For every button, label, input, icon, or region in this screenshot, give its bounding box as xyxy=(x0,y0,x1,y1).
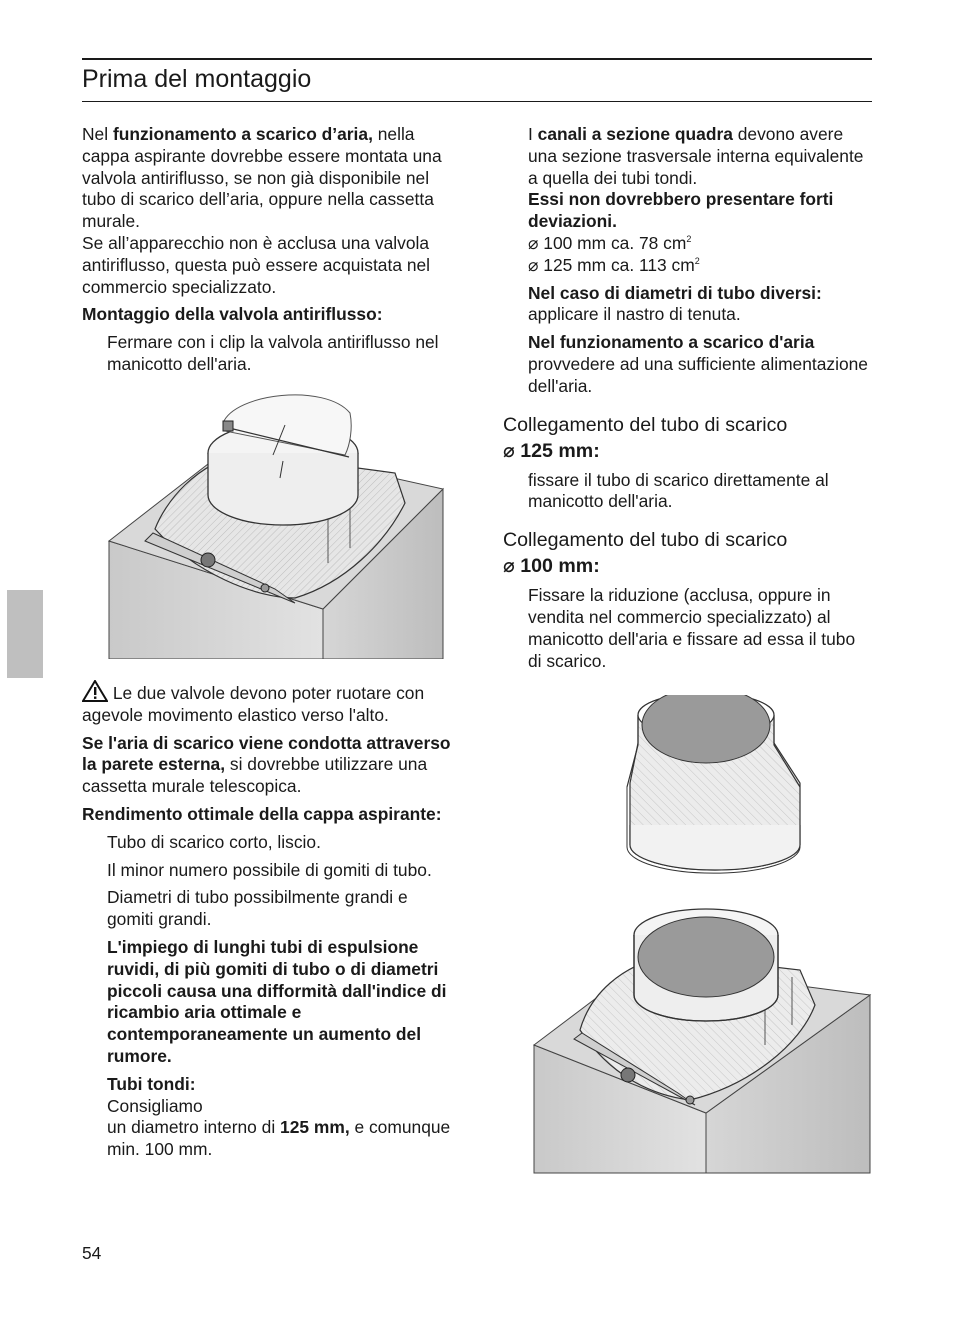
diameter-diff: Nel caso di diametri di tubo diversi: applicare il nastro di tenuta. xyxy=(528,282,822,325)
header-rule-top xyxy=(82,58,872,60)
round-pipes: Tubi tondi: Consigliamo un diametro interno di 125 mm, e comunque min. 100 mm. xyxy=(107,1073,451,1160)
text-100: Fissare la riduzione (acclusa, oppure in vendita nel commercio specializzato) al manicotto dell'aria e fissare ad essa il tubo di scarico. xyxy=(528,585,856,671)
yield-item-3: Diametri di tubo possibilmente grandi e gomiti grandi. xyxy=(107,887,408,930)
chapter-tab-marker xyxy=(7,590,43,678)
text-125: fissare il tubo di scarico direttamente al manicotto dell'aria. xyxy=(528,469,829,512)
header-rule-bottom xyxy=(82,101,872,102)
yield-heading: Rendimento ottimale della cappa aspirante: xyxy=(82,803,442,824)
figure-backflow-valve xyxy=(105,383,450,659)
right-column xyxy=(503,124,873,678)
page-title: Prima del montaggio xyxy=(82,65,312,93)
page-number: 54 xyxy=(82,1243,102,1263)
mount-heading: Montaggio della valvola antiriflusso: xyxy=(82,304,383,325)
mount-instruction: Fermare con i clip la valvola antiriflusso nel manicotto dell'aria. xyxy=(107,332,439,374)
heading-125: Collegamento del tubo di scarico ⌀ 125 mm: xyxy=(503,413,788,462)
figure-reducer xyxy=(530,695,875,1175)
square-ducts: I canali a sezione quadra devono avere una sezione trasversale interna equivalente a quella dei tubi tondi. Essi non dovrebbero presentare forti deviazioni. ⌀ 100 mm ca. 78 $cm^2$ ⌀ 125 mm ca. 113 $cm^2$ xyxy=(528,124,864,275)
intro-paragraph: Nel funzionamento a scarico d’aria, nella cappa aspirante dovrebbe essere montata una valvola antiriflusso, se non già disponibile nel tubo di scarico dell’aria, oppure nella cassetta murale. Se all’apparecchio non è acclusa una valvola antiriflusso, questa può essere acquistata nel commercio specializzato. xyxy=(82,124,442,297)
left-column-lower xyxy=(82,680,454,1167)
warning-icon xyxy=(82,680,108,702)
warning-paragraph: Le due valvole devono poter ruotare con agevole movimento elastico verso l'alto. xyxy=(82,680,454,727)
left-column-upper xyxy=(82,124,454,382)
exhaust-supply: Nel funzionamento a scarico d'aria provvedere ad una sufficiente alimentazione dell'aria. xyxy=(528,332,868,396)
yield-item-2: Il minor numero possibile di gomiti di tubo. xyxy=(107,859,432,880)
wall-paragraph: Se l'aria di scarico viene condotta attraverso la parete esterna, si dovrebbe utilizzare una cassetta murale telescopica. xyxy=(82,732,451,797)
long-pipes-warning: L'impiego di lunghi tubi di espulsione ruvidi, di più gomiti di tubo o di diametri piccoli causa una difformità dall'indice di ricambio aria ottimale e contemporaneamente un aumento del rumore. xyxy=(107,936,447,1066)
heading-100: Collegamento del tubo di scarico ⌀ 100 mm: xyxy=(503,529,788,578)
yield-item-1: Tubo di scarico corto, liscio. xyxy=(107,831,321,852)
